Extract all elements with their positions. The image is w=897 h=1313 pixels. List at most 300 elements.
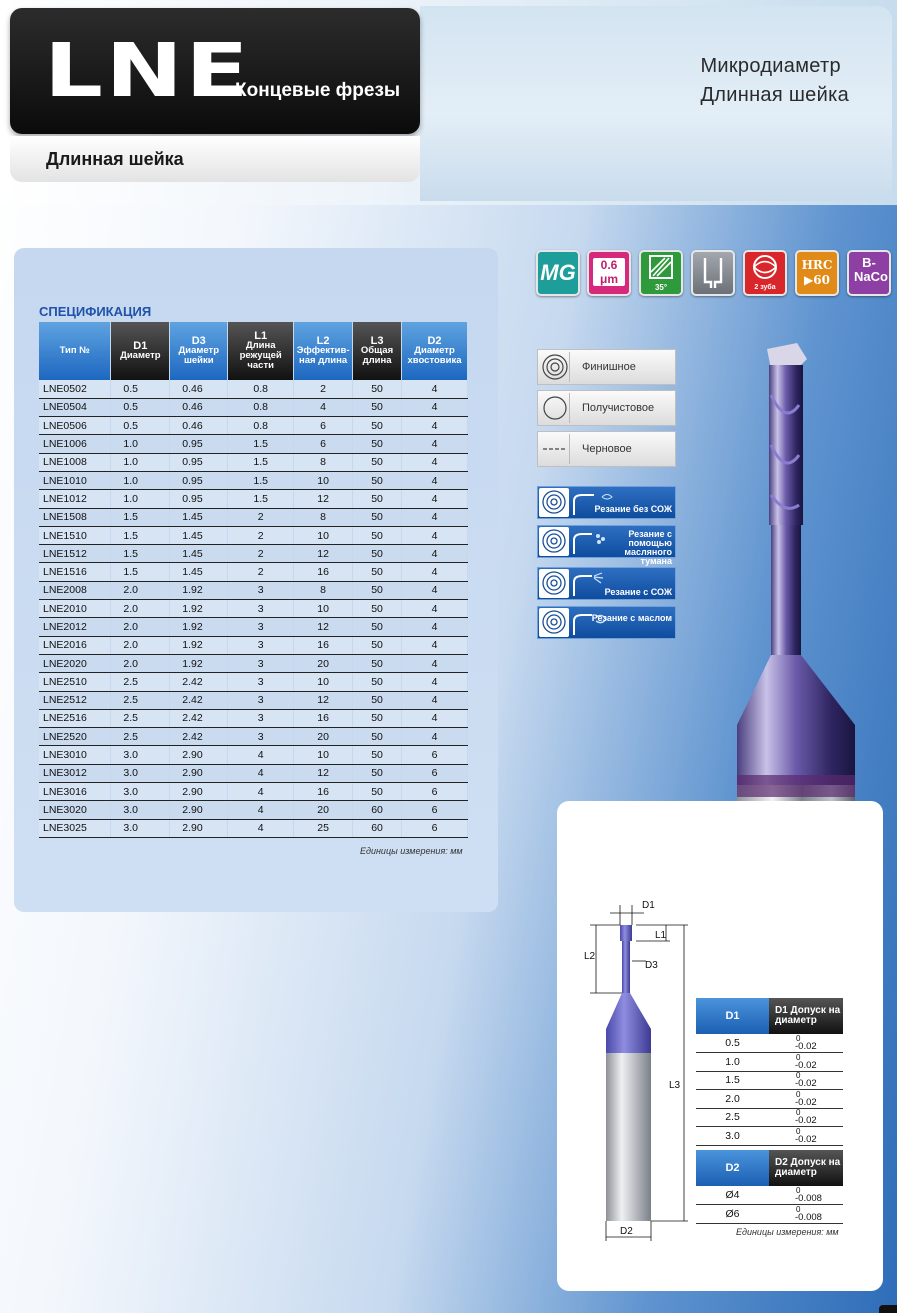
grain-size-icon: 0.6 μm <box>587 250 631 296</box>
table-cell: 2.90 <box>170 819 228 837</box>
table-cell: 4 <box>402 691 468 709</box>
mg-icon: MG <box>536 250 580 296</box>
table-cell: 2.42 <box>170 728 228 746</box>
table-cell: 0.46 <box>170 417 228 435</box>
table-cell: 2.5 <box>111 709 170 727</box>
page-corner-tab <box>879 1305 897 1313</box>
table-cell: 2 <box>228 563 294 581</box>
d1-tol-head-1: D1 <box>696 998 769 1034</box>
tolerance-upper: 0 <box>796 1126 801 1136</box>
table-cell: 50 <box>353 581 402 599</box>
table-cell: 2.42 <box>170 691 228 709</box>
table-cell: 1.0 <box>111 453 170 471</box>
table-cell: 4 <box>228 764 294 782</box>
table-row <box>39 398 468 416</box>
table-cell: 4 <box>402 490 468 508</box>
table-cell: 6 <box>402 819 468 837</box>
table-cell: 60 <box>353 819 402 837</box>
d1-tol-head-2: D1 Допуск на диаметр <box>769 998 843 1034</box>
tagline-line-2: Длинная шейка <box>700 84 849 106</box>
table-cell: 6 <box>402 746 468 764</box>
tolerance-row <box>696 1127 843 1146</box>
tolerance-row <box>696 1205 843 1224</box>
tolerance-lower: -0.02 <box>795 1096 817 1108</box>
table-cell: 16 <box>294 783 353 801</box>
table-cell: 4 <box>402 673 468 691</box>
table-cell: LNE1012 <box>39 490 111 508</box>
tolerance-lower: -0.02 <box>795 1078 817 1090</box>
table-cell: 2.0 <box>111 618 170 636</box>
table-cell: 4 <box>402 654 468 672</box>
table-cell: 20 <box>294 728 353 746</box>
table-cell: 8 <box>294 508 353 526</box>
tagline-line-1: Микродиаметр <box>700 55 841 77</box>
table-cell: 1.5 <box>111 526 170 544</box>
mode-semi-finishing <box>537 390 676 426</box>
table-cell: 1.92 <box>170 618 228 636</box>
table-cell: 1.0 <box>111 471 170 489</box>
table-row <box>39 709 468 727</box>
table-cell: 1.45 <box>170 563 228 581</box>
table-cell: 50 <box>353 508 402 526</box>
tolerance-upper: 0 <box>796 1089 801 1099</box>
tolerance-value: 0.5 <box>696 1034 769 1053</box>
table-cell: 4 <box>402 709 468 727</box>
tolerance-range <box>769 1090 843 1109</box>
table-row <box>39 581 468 599</box>
table-cell: 0.8 <box>228 380 294 398</box>
tolerance-range <box>769 1205 843 1224</box>
table-row <box>39 453 468 471</box>
table-cell: 50 <box>353 618 402 636</box>
table-cell: 4 <box>402 563 468 581</box>
table-cell: LNE0504 <box>39 398 111 416</box>
table-cell: 1.0 <box>111 435 170 453</box>
table-cell: 3 <box>228 600 294 618</box>
tolerance-row <box>696 1186 843 1205</box>
table-cell: LNE2010 <box>39 600 111 618</box>
table-cell: 20 <box>294 654 353 672</box>
tolerance-lower: -0.02 <box>795 1041 817 1052</box>
dry-cutting-icon <box>539 488 569 517</box>
flutes-2-icon: 2 зуба <box>743 250 787 296</box>
coolant-liquid <box>537 567 676 600</box>
coolant-dry <box>537 486 676 519</box>
table-cell: 50 <box>353 709 402 727</box>
table-cell: 0.95 <box>170 453 228 471</box>
dim-l3: L3 <box>669 1080 681 1091</box>
table-cell: 50 <box>353 600 402 618</box>
table-cell: 0.5 <box>111 398 170 416</box>
table-cell: 50 <box>353 764 402 782</box>
table-cell: LNE2520 <box>39 728 111 746</box>
tolerance-upper: 0 <box>796 1186 801 1195</box>
spec-header-row <box>39 322 468 380</box>
table-cell: 50 <box>353 673 402 691</box>
table-cell: 10 <box>294 673 353 691</box>
mode-roughing <box>537 431 676 467</box>
table-cell: 3 <box>228 709 294 727</box>
dimension-drawing <box>580 895 700 1245</box>
table-cell: 25 <box>294 819 353 837</box>
helix-graphic <box>641 252 681 282</box>
b-naco-coating-icon: B- NaCo <box>847 250 891 296</box>
table-cell: LNE1516 <box>39 563 111 581</box>
table-cell: 4 <box>402 508 468 526</box>
table-cell: 6 <box>294 417 353 435</box>
d2-tolerance-body <box>696 1186 843 1223</box>
table-cell: 1.92 <box>170 636 228 654</box>
tolerance-row <box>696 1034 843 1053</box>
table-cell: 2.90 <box>170 764 228 782</box>
table-cell: 0.95 <box>170 471 228 489</box>
coolant-cutting-icon <box>539 569 569 598</box>
mode-label: Получистовое <box>582 402 655 414</box>
table-cell: 0.46 <box>170 398 228 416</box>
table-cell: LNE0502 <box>39 380 111 398</box>
table-cell: 2.0 <box>111 581 170 599</box>
tolerance-value: 2.5 <box>696 1108 769 1127</box>
table-row <box>39 764 468 782</box>
col-type: Тип № <box>39 322 111 380</box>
coolant-oil <box>537 606 676 639</box>
table-cell: 12 <box>294 764 353 782</box>
table-cell: 50 <box>353 746 402 764</box>
table-cell: 6 <box>402 801 468 819</box>
table-cell: 0.95 <box>170 490 228 508</box>
table-cell: 4 <box>402 471 468 489</box>
table-cell: 12 <box>294 490 353 508</box>
flutes-graphic <box>745 252 785 282</box>
tolerance-value: 1.5 <box>696 1071 769 1090</box>
col-l3: L3 Общая длина <box>353 322 402 380</box>
table-cell: 50 <box>353 435 402 453</box>
table-cell: 2.90 <box>170 801 228 819</box>
table-cell: 4 <box>402 618 468 636</box>
product-subtitle: Концевые фрезы <box>235 80 401 101</box>
table-cell: 10 <box>294 526 353 544</box>
table-cell: 60 <box>353 801 402 819</box>
table-cell: 1.45 <box>170 508 228 526</box>
table-cell: LNE1008 <box>39 453 111 471</box>
table-cell: LNE2516 <box>39 709 111 727</box>
table-row <box>39 471 468 489</box>
table-cell: 0.46 <box>170 380 228 398</box>
section-tab-label: Длинная шейка <box>46 149 184 169</box>
table-row <box>39 417 468 435</box>
table-cell: 50 <box>353 453 402 471</box>
mode-label: Черновое <box>582 443 632 455</box>
d2-tol-head-1: D2 <box>696 1150 769 1186</box>
table-cell: 3 <box>228 691 294 709</box>
table-cell: 3.0 <box>111 801 170 819</box>
dim-l1: L1 <box>655 930 667 941</box>
tolerance-lower: -0.008 <box>795 1193 822 1204</box>
table-cell: 8 <box>294 581 353 599</box>
tolerance-range <box>769 1127 843 1146</box>
table-cell: 4 <box>402 728 468 746</box>
table-cell: 3.0 <box>111 783 170 801</box>
tolerance-range <box>769 1186 843 1205</box>
oil-mist-cutting-icon <box>539 527 569 556</box>
tolerance-lower: -0.008 <box>795 1211 822 1223</box>
table-cell: 6 <box>294 435 353 453</box>
square-end-graphic <box>693 252 733 294</box>
coolant-oil-mist <box>537 525 676 566</box>
mode-label: Финишное <box>582 361 636 373</box>
square-end-icon <box>691 250 735 296</box>
table-cell: 16 <box>294 563 353 581</box>
table-cell: 0.95 <box>170 435 228 453</box>
tolerance-value: Ø4 <box>696 1186 769 1205</box>
mode-finishing <box>537 349 676 385</box>
dim-d2: D2 <box>620 1226 633 1237</box>
table-cell: LNE2020 <box>39 654 111 672</box>
table-row <box>39 746 468 764</box>
table-cell: 6 <box>402 764 468 782</box>
table-cell: 1.45 <box>170 526 228 544</box>
table-cell: 4 <box>402 453 468 471</box>
table-cell: 4 <box>402 417 468 435</box>
table-cell: LNE1508 <box>39 508 111 526</box>
table-cell: 4 <box>228 783 294 801</box>
col-l1: L1 Длина режущей части <box>228 322 294 380</box>
table-cell: 12 <box>294 691 353 709</box>
table-cell: 4 <box>402 545 468 563</box>
tolerance-range <box>769 1034 843 1053</box>
table-row <box>39 673 468 691</box>
table-cell: 1.5 <box>111 563 170 581</box>
table-cell: 4 <box>228 801 294 819</box>
table-row <box>39 691 468 709</box>
table-row <box>39 801 468 819</box>
table-cell: 1.5 <box>111 545 170 563</box>
tolerance-upper: 0 <box>796 1052 801 1062</box>
table-row <box>39 490 468 508</box>
tolerance-range <box>769 1053 843 1072</box>
table-cell: 2.90 <box>170 783 228 801</box>
product-logo: LNE <box>44 28 252 114</box>
table-cell: 2 <box>228 508 294 526</box>
table-cell: 2 <box>228 526 294 544</box>
coolant-label: Резание с СОЖ <box>604 587 672 597</box>
table-row <box>39 618 468 636</box>
table-cell: 4 <box>402 398 468 416</box>
tolerance-row <box>696 1090 843 1109</box>
d1-tolerance-body <box>696 1034 843 1145</box>
coolant-label: Резание с помощью масляного тумана <box>624 529 672 566</box>
table-cell: LNE3025 <box>39 819 111 837</box>
table-cell: LNE3012 <box>39 764 111 782</box>
table-cell: 1.5 <box>111 508 170 526</box>
table-cell: 3 <box>228 618 294 636</box>
table-cell: 4 <box>402 581 468 599</box>
table-row <box>39 636 468 654</box>
dim-d1: D1 <box>642 900 655 911</box>
table-cell: 50 <box>353 490 402 508</box>
table-cell: 1.5 <box>228 490 294 508</box>
table-cell: 50 <box>353 526 402 544</box>
table-cell: 50 <box>353 398 402 416</box>
table-cell: LNE2510 <box>39 673 111 691</box>
table-cell: 4 <box>402 600 468 618</box>
table-cell: 1.5 <box>228 471 294 489</box>
table-cell: 50 <box>353 417 402 435</box>
col-d1: D1 Диаметр <box>111 322 170 380</box>
table-cell: 4 <box>402 526 468 544</box>
table-cell: 2.90 <box>170 746 228 764</box>
d2-tolerance-table <box>696 1150 843 1224</box>
tolerance-value: 2.0 <box>696 1090 769 1109</box>
tolerance-upper: 0 <box>796 1204 801 1214</box>
table-cell: 20 <box>294 801 353 819</box>
table-cell: 4 <box>294 398 353 416</box>
spec-title: СПЕЦИФИКАЦИЯ <box>39 304 152 319</box>
table-cell: LNE2016 <box>39 636 111 654</box>
table-cell: 3 <box>228 581 294 599</box>
d2-tol-head-2: D2 Допуск на диаметр <box>769 1150 843 1186</box>
table-cell: 8 <box>294 453 353 471</box>
table-cell: 10 <box>294 471 353 489</box>
table-cell: 3.0 <box>111 819 170 837</box>
tolerance-value: 3.0 <box>696 1127 769 1146</box>
table-cell: 50 <box>353 783 402 801</box>
table-row <box>39 728 468 746</box>
tolerance-value: 1.0 <box>696 1053 769 1072</box>
tolerance-range <box>769 1108 843 1127</box>
col-l2: L2 Эффектив-ная длина <box>294 322 353 380</box>
finishing-icon <box>540 352 570 382</box>
table-cell: 4 <box>402 636 468 654</box>
helix-35-icon: 35° <box>639 250 683 296</box>
spec-table <box>39 322 468 838</box>
table-cell: 50 <box>353 636 402 654</box>
table-cell: 16 <box>294 709 353 727</box>
table-cell: 10 <box>294 746 353 764</box>
tolerance-lower: -0.02 <box>795 1133 817 1145</box>
table-cell: 1.45 <box>170 545 228 563</box>
table-row <box>39 435 468 453</box>
table-cell: 4 <box>228 746 294 764</box>
coolant-label: Резание без СОЖ <box>594 504 672 514</box>
col-d3: D3 Диаметр шейки <box>170 322 228 380</box>
table-row <box>39 380 468 398</box>
table-cell: 1.92 <box>170 581 228 599</box>
tolerance-upper: 0 <box>796 1034 801 1043</box>
tolerance-row <box>696 1053 843 1072</box>
table-cell: 3.0 <box>111 746 170 764</box>
table-cell: 2.0 <box>111 600 170 618</box>
table-cell: LNE1510 <box>39 526 111 544</box>
table-cell: 12 <box>294 618 353 636</box>
semi-finishing-icon <box>540 393 570 423</box>
table-cell: 4 <box>228 819 294 837</box>
table-row <box>39 600 468 618</box>
table-cell: LNE2512 <box>39 691 111 709</box>
table-cell: 3 <box>228 654 294 672</box>
table-cell: 50 <box>353 728 402 746</box>
table-cell: 3.0 <box>111 764 170 782</box>
table-row <box>39 545 468 563</box>
table-row <box>39 563 468 581</box>
table-cell: 0.8 <box>228 417 294 435</box>
table-cell: 50 <box>353 380 402 398</box>
table-cell: 3 <box>228 673 294 691</box>
table-cell: 50 <box>353 545 402 563</box>
tolerance-value: Ø6 <box>696 1205 769 1224</box>
table-cell: 3 <box>228 636 294 654</box>
table-cell: 2.0 <box>111 654 170 672</box>
tagline <box>700 52 849 110</box>
table-cell: LNE2012 <box>39 618 111 636</box>
table-cell: 0.5 <box>111 380 170 398</box>
table-cell: 2.42 <box>170 673 228 691</box>
dim-l2: L2 <box>584 951 596 962</box>
col-d2: D2 Диаметр хвостовика <box>402 322 468 380</box>
roughing-icon <box>540 434 570 464</box>
spec-body <box>39 380 468 837</box>
units-note: Единицы измерения: мм <box>360 846 463 856</box>
tolerance-row <box>696 1071 843 1090</box>
tolerance-lower: -0.02 <box>795 1115 817 1127</box>
oil-cutting-icon <box>539 608 569 637</box>
table-cell: 6 <box>402 783 468 801</box>
table-cell: 2.5 <box>111 691 170 709</box>
table-cell: 1.0 <box>111 490 170 508</box>
tolerance-range <box>769 1071 843 1090</box>
table-cell: 1.5 <box>228 435 294 453</box>
tolerance-upper: 0 <box>796 1108 801 1118</box>
tolerance-row <box>696 1108 843 1127</box>
table-cell: LNE1010 <box>39 471 111 489</box>
table-cell: 50 <box>353 654 402 672</box>
table-cell: LNE0506 <box>39 417 111 435</box>
coolant-label: Резание с маслом <box>591 613 672 623</box>
table-row <box>39 654 468 672</box>
table-row <box>39 526 468 544</box>
table-cell: 50 <box>353 691 402 709</box>
table-cell: 2.5 <box>111 673 170 691</box>
table-cell: 0.5 <box>111 417 170 435</box>
d1-tolerance-table <box>696 998 843 1146</box>
table-row <box>39 819 468 837</box>
table-cell: 3 <box>228 728 294 746</box>
hrc-60-icon: HRC ▶60 <box>795 250 839 296</box>
table-cell: LNE1512 <box>39 545 111 563</box>
table-row <box>39 783 468 801</box>
table-cell: LNE1006 <box>39 435 111 453</box>
table-cell: 4 <box>402 435 468 453</box>
table-cell: 1.92 <box>170 600 228 618</box>
tolerance-lower: -0.02 <box>795 1059 817 1071</box>
table-row <box>39 508 468 526</box>
table-cell: 0.8 <box>228 398 294 416</box>
table-cell: 50 <box>353 471 402 489</box>
table-cell: 10 <box>294 600 353 618</box>
table-cell: 4 <box>402 380 468 398</box>
table-cell: 2.42 <box>170 709 228 727</box>
table-cell: 1.5 <box>228 453 294 471</box>
table-cell: 16 <box>294 636 353 654</box>
table-cell: LNE3020 <box>39 801 111 819</box>
table-cell: LNE2008 <box>39 581 111 599</box>
table-cell: 12 <box>294 545 353 563</box>
table-cell: LNE3016 <box>39 783 111 801</box>
table-cell: 2.5 <box>111 728 170 746</box>
table-cell: 50 <box>353 563 402 581</box>
table-cell: LNE3010 <box>39 746 111 764</box>
dim-d3: D3 <box>645 960 658 971</box>
